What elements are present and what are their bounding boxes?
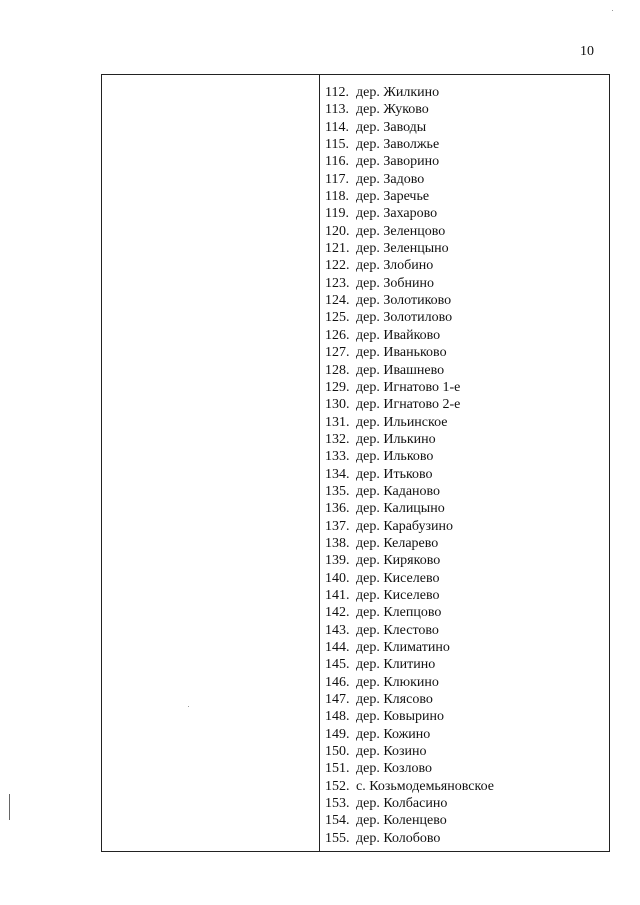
list-item [325,466,609,483]
item-number: 146. [325,674,350,690]
list-item [325,448,609,465]
item-name: дер. Жилкино [356,85,440,100]
item-number: 124. [325,293,350,309]
item-name: дер. Заволжье [356,137,440,153]
list-item [325,101,609,118]
item-number: 130. [325,397,350,413]
item-name: дер. Жуково [356,102,429,118]
list-item [325,188,609,205]
list-item [325,587,609,604]
item-number: 151. [325,761,350,777]
list-item [325,171,609,188]
item-name: дер. Зобнино [356,275,434,291]
item-name: дер. Коленцево [356,813,447,829]
list-item [325,760,609,777]
item-name: дер. Клитино [356,657,436,673]
item-name: дер. Климатино [356,640,450,655]
list-item [325,84,609,101]
page-number: 10 [580,44,594,59]
item-number: 136. [325,501,350,517]
item-name: дер. Киряково [356,553,441,569]
item-number: 131. [325,414,350,430]
list-item [325,656,609,673]
item-name: дер. Козлово [356,761,433,777]
item-name: дер. Илькино [356,431,436,447]
item-name: дер. Заводы [356,119,427,135]
item-number: 147. [325,692,350,708]
item-number: 128. [325,362,350,378]
item-number: 148. [325,709,350,725]
list-item [325,604,609,621]
list-item [325,414,609,431]
list-item [325,812,609,829]
list-item [325,119,609,136]
list-item [325,552,609,569]
item-name: дер. Колбасино [356,796,448,812]
item-number: 126. [325,327,350,343]
list-item [325,743,609,760]
list-item [325,708,609,725]
list-item [325,622,609,639]
item-number: 154. [325,813,350,829]
item-number: 123. [325,275,350,291]
item-name: дер. Киселево [356,570,440,586]
list-item [325,327,609,344]
item-number: 121. [325,241,350,257]
scan-speck [612,10,613,11]
list-item [325,205,609,222]
item-number: 138. [325,535,350,551]
item-number: 150. [325,744,350,760]
item-name: дер. Клестово [356,622,439,638]
item-number: 134. [325,466,350,482]
item-number: 118. [325,189,349,205]
item-number: 141. [325,587,350,603]
item-name: дер. Заречье [356,189,430,205]
item-number: 113. [325,102,349,118]
item-name: дер. Клепцово [356,605,442,621]
item-number: 142. [325,605,350,621]
item-name: дер. Клясово [356,692,433,708]
list-item [325,778,609,795]
item-name: дер. Ильково [356,449,434,465]
list-item [325,240,609,257]
list-item [325,292,609,309]
item-number: 153. [325,796,350,812]
list-item [325,674,609,691]
item-name: дер. Игнатово 2-е [356,397,461,413]
item-name: дер. Золотилово [356,310,453,326]
item-number: 122. [325,258,350,274]
list-item [325,379,609,396]
list-item [325,223,609,240]
item-number: 155. [325,830,350,846]
item-name: дер. Келарево [356,535,439,551]
item-number: 120. [325,223,350,239]
item-number: 127. [325,345,350,361]
item-name: дер. Золотиково [356,293,452,309]
item-number: 117. [325,171,349,187]
item-name: дер. Итьково [356,466,433,482]
settlement-list [320,75,609,851]
item-number: 149. [325,726,350,742]
item-name: дер. Киселево [356,587,440,603]
scan-margin-mark [9,794,10,820]
item-number: 125. [325,310,350,326]
item-name: дер. Карабузино [356,518,454,534]
item-name: дер. Зеленцыно [356,241,449,257]
item-name: дер. Козино [356,744,427,760]
list-item [325,309,609,326]
item-name: дер. Кожино [356,726,431,742]
item-number: 135. [325,483,350,499]
item-name: дер. Колобово [356,830,441,846]
list-item [325,483,609,500]
list-item [325,500,609,517]
list-item [325,726,609,743]
list-item [325,257,609,274]
list-item [325,639,609,656]
settlement-table [101,74,610,852]
list-item [325,431,609,448]
item-number: 119. [325,206,349,222]
list-item [325,396,609,413]
item-name: дер. Ивайково [356,327,441,343]
list-item [325,691,609,708]
item-number: 137. [325,518,350,534]
item-name: дер. Зеленцово [356,223,446,239]
item-name: дер. Злобино [356,258,434,274]
list-item [325,344,609,361]
item-number: 145. [325,657,350,673]
list-item [325,830,609,847]
list-item [325,570,609,587]
item-number: 115. [325,137,349,153]
item-name: дер. Калицыно [356,501,445,517]
item-number: 129. [325,379,350,395]
item-name: дер. Иваньково [356,345,447,361]
item-name: дер. Задово [356,171,425,187]
item-number: 132. [325,431,350,447]
list-item [325,136,609,153]
item-name: дер. Ивашнево [356,362,445,378]
list-item [325,275,609,292]
item-number: 152. [325,778,350,794]
item-number: 139. [325,553,350,569]
list-item [325,362,609,379]
item-number: 140. [325,570,350,586]
list-item [325,535,609,552]
item-name: дер. Ковырино [356,709,444,725]
list-item [325,795,609,812]
item-name: дер. Захарово [356,206,438,222]
list-item [325,518,609,535]
item-name: с. Козьмодемьяновское [356,778,494,794]
list-item [325,153,609,170]
table-left-column [102,75,320,851]
item-number: 112. [325,85,349,100]
item-name: дер. Каданово [356,483,441,499]
item-number: 144. [325,640,350,655]
item-name: дер. Заворино [356,154,440,170]
item-name: дер. Клюкино [356,674,439,690]
scan-speck [188,706,189,707]
item-number: 116. [325,154,349,170]
item-name: дер. Ильинское [356,414,448,430]
item-number: 133. [325,449,350,465]
item-name: дер. Игнатово 1-е [356,379,461,395]
item-number: 143. [325,622,350,638]
item-number: 114. [325,119,349,135]
